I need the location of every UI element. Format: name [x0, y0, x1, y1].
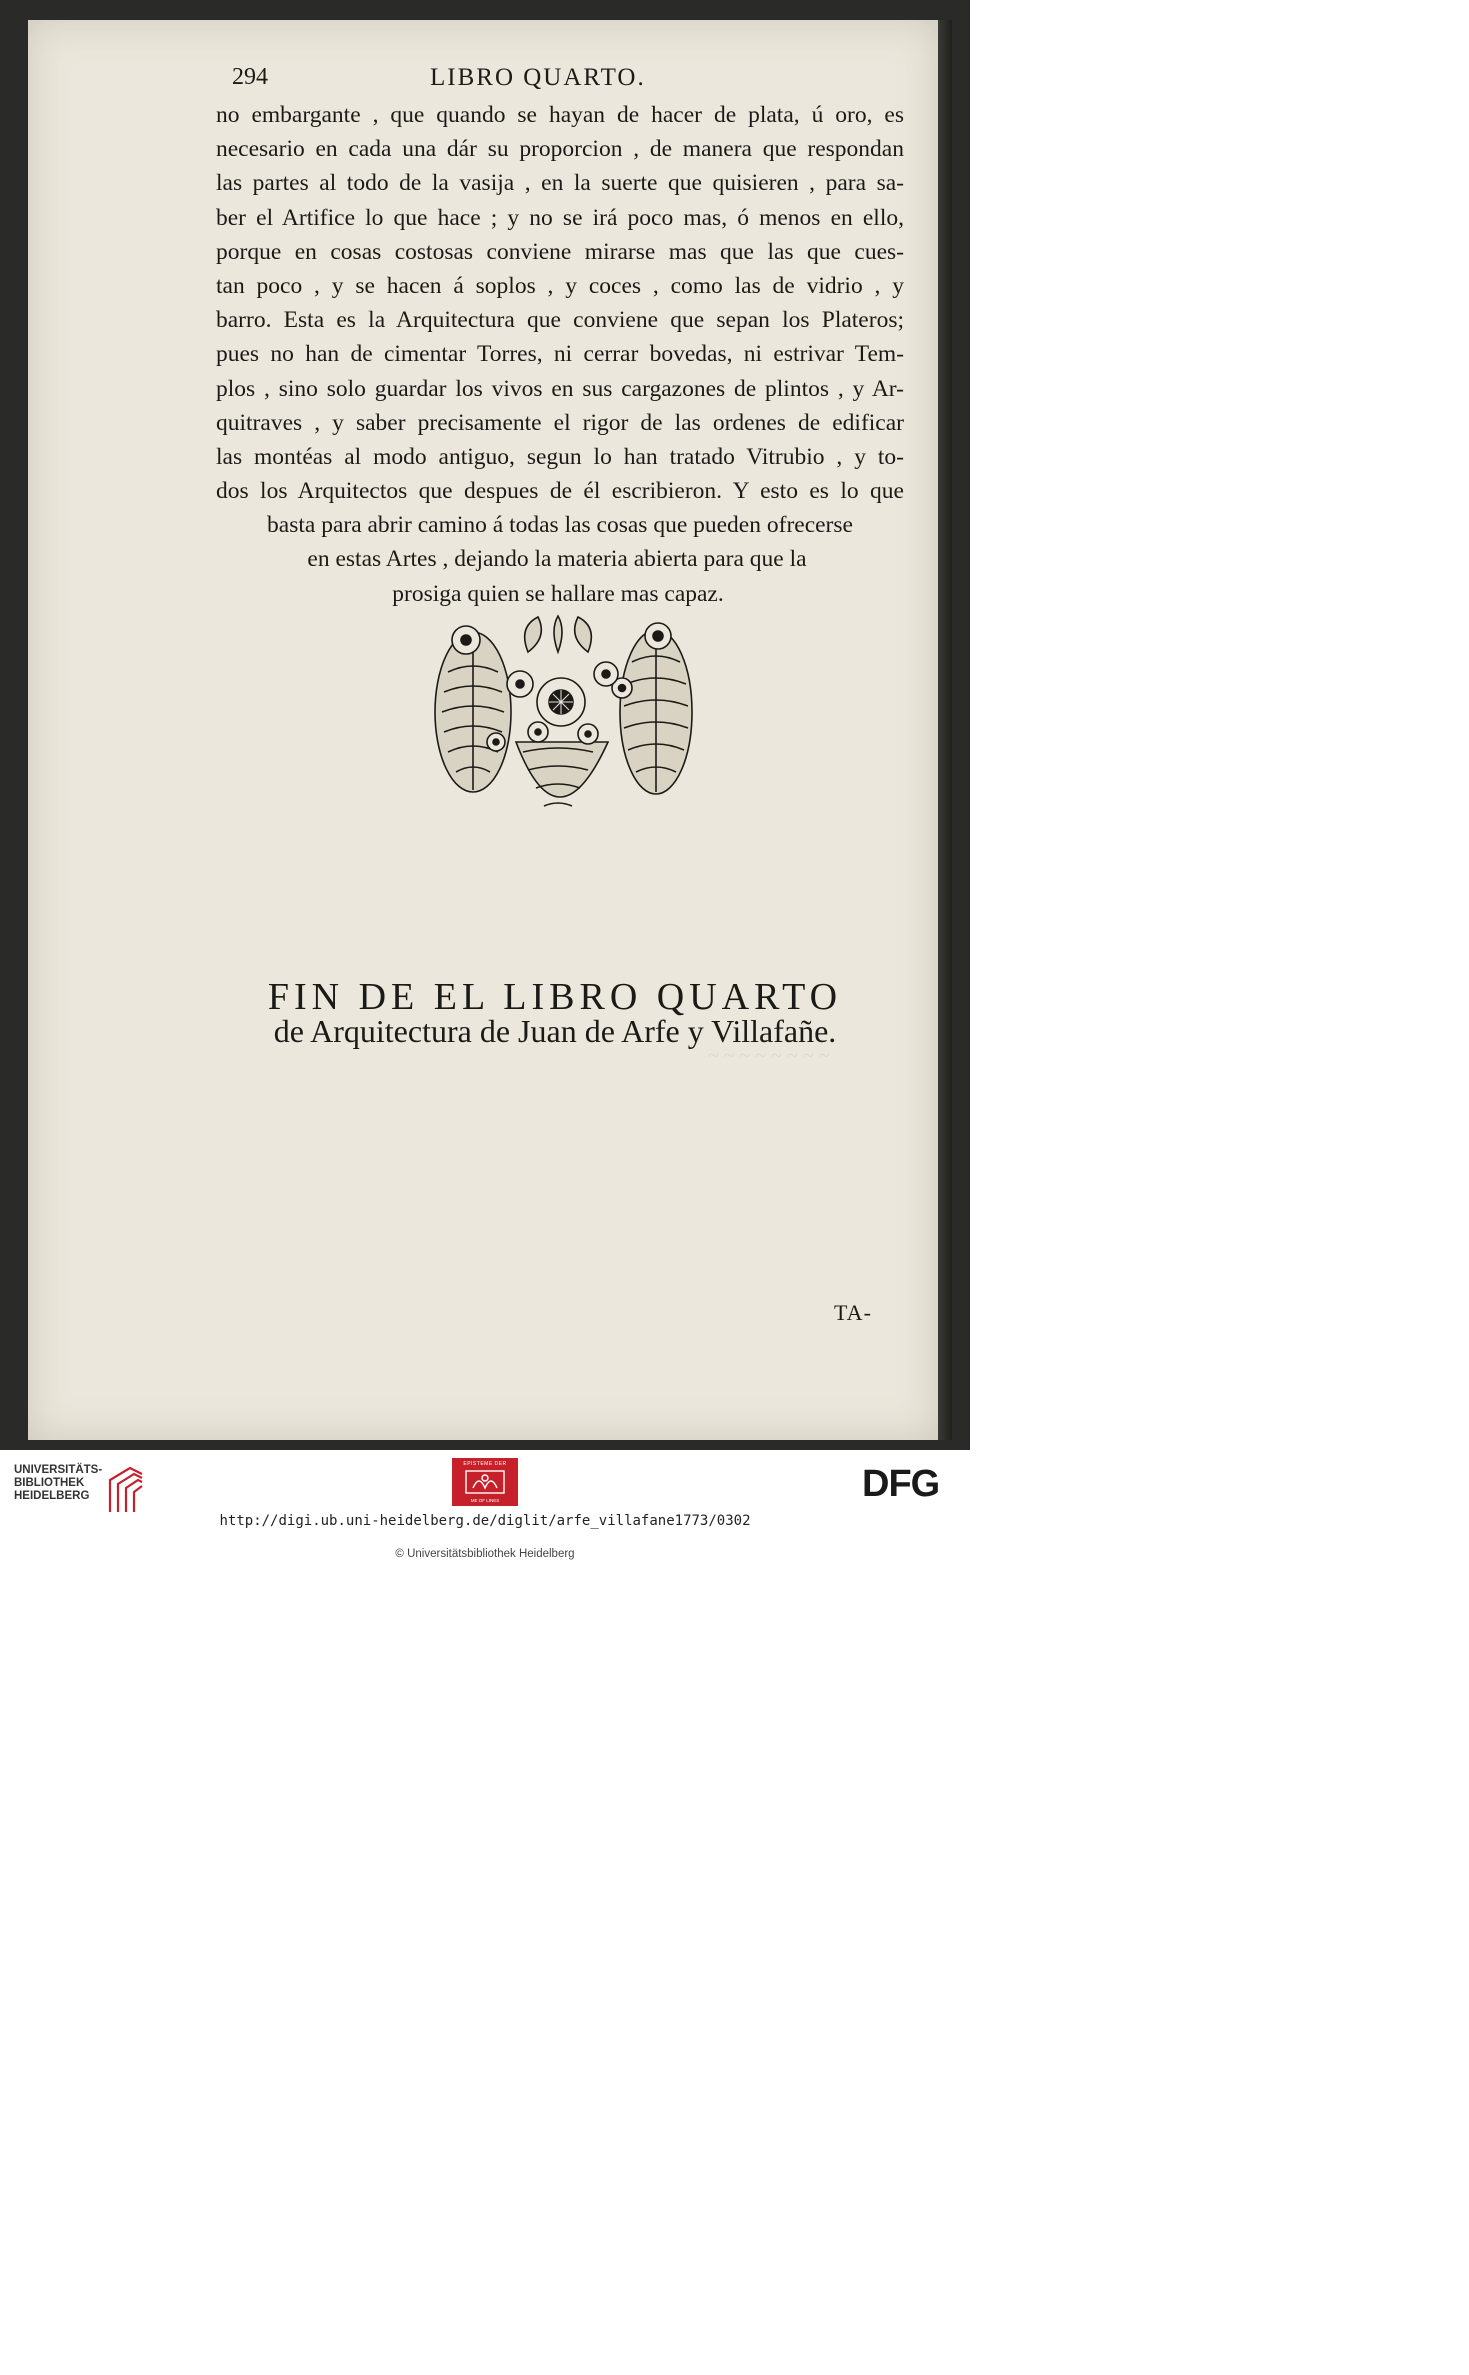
- left-leaf-cluster: [435, 626, 511, 792]
- text-line: porque en cosas costosas conviene mirarse mas que las que cues-: [216, 238, 904, 265]
- page-edge: [938, 20, 952, 1440]
- text-line: quitraves , y saber precisamente el rigor de las ordenes de edificar: [216, 409, 904, 436]
- copyright-notice: © Universitätsbibliothek Heidelberg: [395, 1548, 575, 1560]
- epistemes-logo[interactable]: EPISTEME DER ME OF LINES: [452, 1458, 518, 1506]
- text-line: pues no han de cimentar Torres, ni cerrar bovedas, ni estrivar Tem-: [216, 341, 904, 368]
- show-through-text: ~ ~ ~ ~ ~ ~ ~ ~: [708, 1045, 830, 1067]
- text-line: dos los Arquitectos que despues de él escribieron. Y esto es lo que: [216, 478, 904, 505]
- library-mark-icon: [106, 1464, 146, 1516]
- floral-ornament-icon: [428, 612, 696, 826]
- library-name: UNIVERSITÄTS- BIBLIOTHEK HEIDELBERG: [14, 1464, 103, 1502]
- text-line: ber el Artifice lo que hace ; y no se irá poco mas, ó menos en ello,: [216, 204, 904, 231]
- viewer-footer: [0, 1450, 970, 1568]
- text-line: tan poco , y se hacen á soplos , y coces , como las de vidrio , y: [216, 272, 904, 299]
- text-line: no embargante , que quando se hayan de hacer de plata, ú oro, es: [216, 102, 904, 128]
- text-line: barro. Esta es la Arquitectura que conviene que sepan los Plateros;: [216, 307, 904, 334]
- colophon-subtitle: de Arquitectura de Juan de Arfe y Villafañe.: [273, 1013, 837, 1049]
- colophon-title: FIN DE EL LIBRO QUARTO: [267, 976, 843, 1018]
- page-number: 294: [232, 64, 268, 90]
- scanned-page-viewer: [0, 0, 970, 1450]
- text-line: plos , sino solo guardar los vivos en sus cargazones de plintos , y Ar-: [216, 375, 904, 402]
- text-line: necesario en cada una dár su proporcion , de manera que respondan: [216, 136, 904, 163]
- closing-line: prosiga quien se hallare mas capaz.: [392, 580, 724, 607]
- university-library-logo[interactable]: [14, 1464, 144, 1516]
- catchword: TA-: [834, 1300, 872, 1325]
- right-leaf-cluster: [612, 623, 692, 794]
- text-line: las partes al todo de la vasija , en la suerte que quisieren , para sa-: [216, 170, 904, 197]
- permalink-url[interactable]: http://digi.ub.uni-heidelberg.de/diglit/arfe_villafane1773/0302: [219, 1513, 751, 1529]
- running-title: LIBRO QUARTO.: [430, 64, 646, 91]
- dfg-logo[interactable]: DFG: [862, 1463, 940, 1505]
- epistemes-emblem-icon: [465, 1470, 505, 1494]
- closing-line: en estas Artes , dejando la materia abierta para que la: [307, 546, 807, 573]
- running-head: [232, 64, 902, 94]
- text-line: las montéas al modo antiguo, segun lo han tratado Vitrubio , y to-: [216, 443, 904, 470]
- closing-line: basta para abrir camino á todas las cosas que pueden ofrecerse: [267, 512, 853, 539]
- body-text: [216, 98, 904, 611]
